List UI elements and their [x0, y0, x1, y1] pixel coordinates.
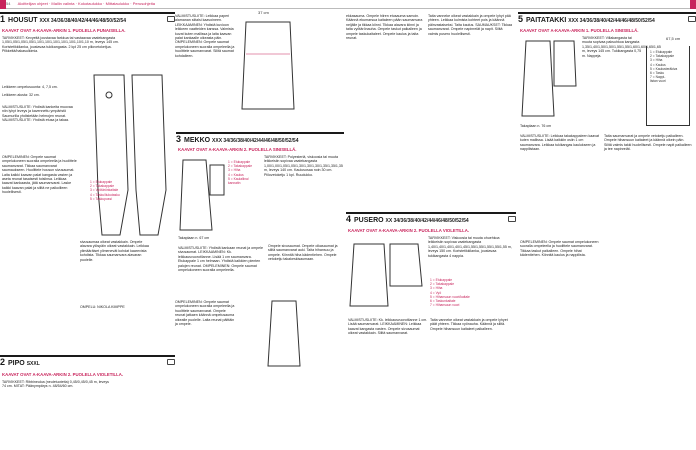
dress-skirt-piece: [242, 22, 294, 109]
size-code: XXX 34/36/38/40/42/44/46/48/50/52/54: [568, 18, 655, 24]
seam-note: Leikkeen alusta: 32 cm.: [2, 93, 40, 97]
legend-item: listan vuori: [650, 79, 666, 84]
materials-text: TARVIKKEET: Polyesteriä, viskoosia tai muuta leikkeisiin sopivaa vaatekangasta 1,00/1,00/1,05/1,05/1,30/1,30/1,30/1,35/1,35/1,35 m, leveys 140 cm. Kaulusosaa noin 30 cm. Piilovetoketju 1 kpl. Ruudukko.: [264, 155, 343, 177]
blouse-sleeve-piece: [390, 244, 422, 286]
paitatakki-instructions: VALMISTUSLIITE: Leikkaa takakappaleen kaavat kuten mallissa. Lisää kaikkiin osiin 1 cm saumanvara. Leikkaa tukikangas kaulukseen ja nappilistaan.: [520, 134, 600, 152]
pattern-legend: [90, 180, 120, 201]
section-number: 3: [176, 134, 182, 144]
legend-item: 3 = Hiha: [650, 58, 663, 63]
mekko-instructions-2: Ompele sivusaumat. Ompele olkasaumat ja silitä saumanvarat auki. Taita hihansuu ja ompele. Kiinnitä hiha kädentiehen. Ompele vetoketju takakeskisaumaan.: [268, 244, 338, 262]
legend-item: 2 = Takakappale: [430, 282, 455, 287]
section-title: HOUSUT: [8, 17, 38, 24]
pusero-instructions-2: Taita vanneke oikeat vastakkain ja ompele lyhyet päät yhteen. Tikkaa vyönauha. Käännä ja silitä. Ompele hihansuun kaitaleet paikalleen.: [430, 318, 508, 331]
top-bar: [0, 0, 696, 9]
size-code: XX 34/36/38/40/42/44/46/48/50/52/54: [385, 218, 469, 224]
materials-text: TARVIKKEET: Villakangasta tai muuta sopivaa paksuhkoa kangasta 1,35/1,40/1,50/1,50/1,55/1,55/1,60/1,60/1,65/1,65 m, leveys 145 cm. Tukikangasta 0,75 m. Nappeja.: [582, 36, 661, 58]
size-code: XXX 34/36/38/40/42/44/46/48/50/52/54: [212, 138, 299, 144]
coat-sleeve-piece: [554, 41, 576, 86]
section-subtitle: KAAVAT OVAT A-KAAVA-ARKIN 2. PUOLELLA SINISELLÄ.: [178, 147, 297, 152]
breadcrumb: Aloittelijan ohjeet · Mallin valinta · Kokotaulukko · Mittataulukko · Perusohjeita: [17, 1, 155, 6]
section-footer: OMPELU: NIKOLA KIMPPE: [80, 305, 125, 309]
materials-text: TARVIKKEET: Kevyeitä joustavaa farkkua tai vastaavaa vaatekangasta 1,05/1,05/1,05/1,05/1,10/1,10/1,10/1,10/1,10/1,10/1,10 m, leveys 145 cm. Koristetikkilanka, joustavaa tukikangasta. 2 kpl 25 cm piilovetoketjua. Pilkkeitä/hakasulkimia.: [2, 36, 119, 54]
pusero-pattern-diagram: [348, 236, 426, 316]
trousers-back-piece: [132, 75, 166, 235]
page-marker-right: [690, 0, 696, 9]
section-title: MEKKO: [184, 137, 211, 144]
section-number: 2: [0, 357, 6, 367]
camera-icon: [688, 16, 696, 22]
legend-item: 4 = Tasku/liukutasku: [90, 192, 120, 197]
blouse-front-piece: [350, 244, 388, 306]
legend-item: 2 = Takakappale: [90, 184, 115, 189]
page-marker-left: [0, 0, 6, 9]
preparation-text: VALMISTUSLIITE: Yhdistä kankeita muovaa niin lyhyt leveys ja kavennettu ympäristö Saumurilla yhdistetään helmojen reunat. VALMISTUSLIITE: Yhdistä etusa ja takaa.: [2, 105, 73, 123]
coat-front-piece: [522, 41, 554, 116]
camera-icon: [167, 16, 175, 22]
section-header-housut: [0, 12, 175, 23]
sewing-text: OMPELEMINEN: Ompele saumat ompelukoneen suoralla ompeleella ja huolittele saumanvarat. Tikkaa saumanvarat saumaukseen. Huolittele housun sivusaumat. Laita kaikki kaavan palat kangasta vasten ja aseta reunat tasaisesti toisiinsa. Leikkaa kaavat kankaasta, jätä saumanvarat. Laske kaikki kaavan palat ja silitä ne paikoilleen huolellisesti.: [2, 155, 77, 195]
section-subtitle: KAAVAT OVAT A-KAAVA-ARKIN 1. PUOLELLA PUNAISELLA.: [2, 28, 126, 33]
legend-item: 6 = Tasku: [650, 71, 665, 76]
section-header-mekko: [176, 132, 344, 143]
legend-item: 3 = Vyötärönkaitale: [90, 188, 119, 193]
materials-text: TARVIKKEET: Ribbineuloa (neuletuotetta) 0,45/0,45/0,45 m, leveys 74 cm. MITAT: Päänympärys n. 48/54/60 cm.: [2, 380, 109, 389]
instruction-column-2b: OMPELEMINEN: Ompele saumat ompelukoneen suoralla ompeleella ja huolittele saumanvarat. Ompele reunat jatkaen käännä ompelusauma oikealle puolelle. Laita reunat päittäin ja ompele.: [175, 300, 235, 327]
paitatakki-instructions-2: OMPELEMINEN: Ompele saumat ompelukoneen suoralla ompeleella ja huolittele saumanvarat. Tikkaa taskut paikalleen. Ompele hihat kädentiehen. Kiinnitä kaulus ja nappilista.: [520, 240, 599, 258]
legend-item: 1 = Etukappale: [228, 160, 251, 164]
dress-sleeve-piece: [210, 165, 224, 195]
dimension-top: 37 cm: [258, 10, 269, 15]
instruction-column-4: ekkasauma. Ompele hiiren etusauma samoin. Käännä ekumarsua kaitaleen pään saumanvara neljälle ja tikkaa kiinni. Tikkaa alavara kiinni ja taita vyötärönauha. Ompele taskut paikalleen ja ompele taskukaitaleet. Ompele kaulus ja taita reunat.: [346, 14, 423, 41]
section-title: PUSERO: [354, 217, 384, 224]
legend-item: 5 = Taskupussi: [90, 196, 112, 201]
size-label: Leikkeen ompelusuunta: 4, 7,5 cm.: [2, 85, 58, 89]
size-code: SXXL: [26, 361, 40, 367]
section-title: PIPO: [8, 360, 25, 367]
trousers-pattern-diagram: [84, 70, 174, 240]
section-subtitle: KAAVAT OVAT A-KAAVA-ARKIN 2. PUOLELLA VIOLETILLA.: [348, 228, 470, 233]
legend-item: 3 = Hiha: [430, 286, 443, 291]
legend-item: 5 = Hihansuun vuori/kaitale: [430, 294, 470, 299]
page-number-left: 54: [6, 1, 11, 6]
section-header-paitatakki: [518, 12, 696, 23]
legend-item: 7 = Hihansuun vuori: [430, 303, 460, 308]
legend-item: 1 = Etukappale: [90, 180, 113, 184]
size-label: Takaplaan n. 76 cm: [520, 124, 552, 128]
legend-item: 4 = Kaulus: [650, 62, 666, 67]
legend-item: 1 = Etukappale: [430, 278, 453, 282]
legend-item: 2 = Takakappale: [650, 54, 675, 59]
section-number: 5: [518, 14, 524, 24]
legend-item: 5 = Kaulusteräkiva: [650, 66, 678, 71]
camera-icon: [167, 359, 175, 365]
size-code: XXX 34/36/38/40/42/44/46/48/50/52/54: [39, 18, 126, 24]
legend-item: 6 = Taskunkaitale: [430, 299, 456, 304]
instruction-column-2: VALMISTUSLIITE: Leikkaa paperi alamanan siitalsi kaavoineen. LEIKKAAMINEN: Yhdistä kuvioon leikkeen vaatteiden kanssa. Valmista kuvat kuten mallissa ja laita kaavan palat kankaalle oikeasta päin. OMPELEMINEN: Ompele saumat ompelukoneen suoralla ompeleella ja huolittele saumanvarat. Silitä saumat kohdalleen.: [175, 14, 235, 58]
mekko-instructions: VALMISTUSLIITE: Yhdistä kankaan reunat ja ompele sivusaumat. LEIKKAAMINEN: Kk. leikkausvuorotilanne. Lisää 1 cm saumanvara. Etukappale 1 cm helmaan. Yhdistä kaikkien pienten palojen reunat. OMPELEMINEN: Ompele saumat ompelukoneen suoralla ompeleella.: [178, 246, 263, 273]
dimension-top: 67,5 cm: [666, 36, 681, 41]
pattern-legend: [650, 50, 690, 84]
legend-item: 3 = Hiha: [228, 168, 241, 173]
section-header-pusero: [346, 212, 516, 223]
materials-text: TARVIKKEET: Viskoosia tai muuta ohuehkoa leikkeisiin sopivaa vaatekangasta 1,40/1,40/1,40/1,40/1,45/1,55/1,55/1,55/1,55/1,55 m, leveys 150 cm. Koristetikkilanka, joustavaa tukikangasta 4 nappia.: [428, 236, 512, 258]
pusero-instructions: VALMISTUSLIITE: Kk. leikkausvuorotilanne 1 cm. Lisää saumanvarat. LEIKKAAMINEN: Leikkaa kaavat kangasta vasten. Ompele sivusaumat oikeat vastakkain. Silitä saumanvarat.: [348, 318, 428, 336]
legend-item: 4 = Kaulus: [228, 172, 244, 177]
section-number: 1: [0, 14, 6, 24]
section-subtitle: KAAVAT OVAT A-KAAVA-ARKIN 1. PUOLELLA SINISELLÄ.: [520, 28, 639, 33]
paitatakki-pattern-diagram: [520, 36, 580, 124]
mekko-pattern-diagram: [178, 155, 228, 235]
legend-item: 2 = Takakappale: [228, 164, 253, 169]
section-title: PAITATAKKI: [526, 17, 567, 24]
paitatakki-instructions-3: Taita saumanvarat ja ompele vetoketju paikalleen. Ompele hihansuun kaitaleet ja käännä oikein päin. Silitä valmis takki huolellisesti. Ompele napit paikalleen ja tee napinreiät.: [604, 134, 692, 152]
dress-front-piece: [180, 160, 212, 230]
section-number: 4: [346, 214, 352, 224]
size-label: Takaplaan n. 67 cm: [178, 236, 210, 240]
legend-item: 1 = Etukappale: [650, 50, 673, 54]
camera-icon: [508, 216, 516, 222]
sewing-text-cont: sivusaumaa oikeat vastakkain. Ompele alavara ylöspäin oikeat vastakkain. Leikkaa ylimääräiset ylimenevät kohdat kaarevista kohdista. Tikkaa saumanvara alavaran puolelle.: [80, 240, 149, 262]
pattern-legend: [430, 278, 470, 307]
legend-item: 5 = Kaulaliina/ kannatin: [228, 176, 249, 186]
section-header-pipo: [0, 355, 175, 366]
trousers-front-piece: [94, 75, 128, 235]
instruction-column-5: Taita vanneke oikeat vastakkain ja ompele lyhyt pää yhteen. Leikkaa kulmista kohteet pois ja käännä päinvastaiseksi. Taita kaulus. SAUMAUKSET: Tikkaa saumanvarat. Ompele napinreiät ja napit. Silitä valmis pusero huolellisesti.: [428, 14, 513, 36]
legend-item: 4 = Vyö: [430, 290, 442, 295]
section-subtitle: KAAVAT OVAT A-KAAVA-ARKIN 2. PUOLELLA VIOLETILLA.: [2, 372, 124, 377]
mekko-pattern-diagram-top: [238, 14, 300, 124]
pattern-legend: [228, 160, 262, 185]
legend-item: 7 = Nappi-: [650, 75, 666, 80]
